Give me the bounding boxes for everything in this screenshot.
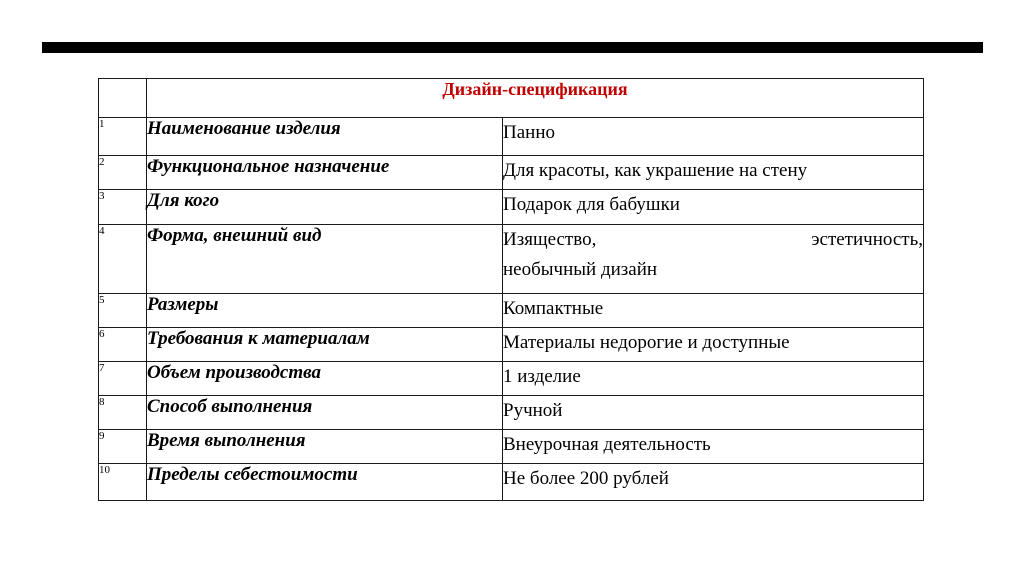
table-header-row xyxy=(99,79,924,118)
row-value xyxy=(503,225,924,294)
row-label: Форма, внешний вид xyxy=(147,225,503,294)
row-value: Для красоты, как украшение на стену xyxy=(503,156,924,190)
row-label: Требования к материалам xyxy=(147,328,503,362)
row-number: 5 xyxy=(99,294,147,328)
table-row xyxy=(99,225,924,294)
table-row xyxy=(99,294,924,328)
row-value: Внеурочная деятельность xyxy=(503,430,924,464)
row-number: 4 xyxy=(99,225,147,294)
row-value: Панно xyxy=(503,118,924,156)
table-row xyxy=(99,118,924,156)
row-number: 8 xyxy=(99,396,147,430)
row-label: Время выполнения xyxy=(147,430,503,464)
row-label: Функциональное назначение xyxy=(147,156,503,190)
row-value: Не более 200 рублей xyxy=(503,464,924,501)
table-title: Дизайн-спецификация xyxy=(147,79,924,118)
design-spec-table xyxy=(98,78,924,501)
row-number: 1 xyxy=(99,118,147,156)
row-label: Пределы себестоимости xyxy=(147,464,503,501)
row-number: 6 xyxy=(99,328,147,362)
row-value-line-1: Изящество, эстетичность, xyxy=(503,229,924,250)
table-row xyxy=(99,396,924,430)
row-number: 2 xyxy=(99,156,147,190)
table-row xyxy=(99,156,924,190)
top-divider-bar xyxy=(42,42,983,53)
header-empty-cell xyxy=(99,79,147,118)
row-value-line-2: необычный дизайн xyxy=(503,259,658,280)
table-row xyxy=(99,464,924,501)
row-value: Ручной xyxy=(503,396,924,430)
row-value: Подарок для бабушки xyxy=(503,190,924,225)
row-number: 9 xyxy=(99,430,147,464)
row-number: 3 xyxy=(99,190,147,225)
row-value: Материалы недорогие и доступные xyxy=(503,328,924,362)
table-row xyxy=(99,430,924,464)
table-row xyxy=(99,328,924,362)
row-number: 7 xyxy=(99,362,147,396)
row-label: Размеры xyxy=(147,294,503,328)
row-label: Для кого xyxy=(147,190,503,225)
row-number: 10 xyxy=(99,464,147,501)
row-label: Способ выполнения xyxy=(147,396,503,430)
table-row xyxy=(99,190,924,225)
table-row xyxy=(99,362,924,396)
row-label: Объем производства xyxy=(147,362,503,396)
row-value: Компактные xyxy=(503,294,924,328)
row-value: 1 изделие xyxy=(503,362,924,396)
row-label: Наименование изделия xyxy=(147,118,503,156)
